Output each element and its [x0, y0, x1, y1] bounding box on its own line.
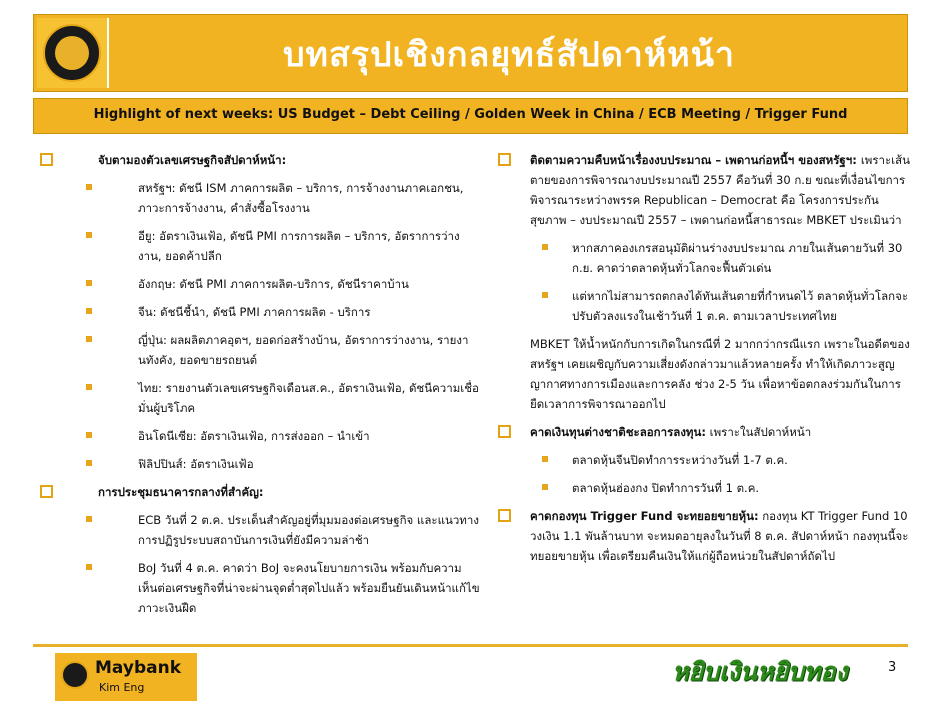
- section-heading: คาดกองทุน Trigger Fund จะทยอยขายหุ้น:: [530, 509, 759, 523]
- section-heading: การประชุมธนาคารกลางที่สำคัญ:: [98, 485, 264, 499]
- square-bullet-icon: [542, 292, 548, 298]
- list-item-text: ตลาดหุ้นจีนปิดทำการระหว่างวันที่ 1-7 ต.ค.: [572, 453, 788, 467]
- list-item-text: ตลาดหุ้นฮ่องกง ปิดทำการวันที่ 1 ต.ค.: [572, 481, 760, 495]
- section-foreign-funds: [498, 422, 910, 442]
- checkbox-bullet-icon: [40, 153, 53, 166]
- page-number: 3: [888, 660, 897, 675]
- maybank-logo: [55, 653, 197, 701]
- footer-divider: [33, 644, 908, 647]
- brand-subname: Kim Eng: [99, 681, 145, 694]
- list-item: [40, 330, 480, 370]
- list-item-text: BoJ วันที่ 4 ต.ค. คาดว่า BoJ จะคงนโยบายการเงิน พร้อมกับความเห็นต่อเศรษฐกิจที่น่าจะผ่านจุดต่ำสุดไปแล้ว พร้อมยืนยันเดินหน้าแก้ไขภาวะเงินฝืด: [138, 561, 480, 615]
- tagline-logo: หยิบเงินหยิบทอง: [672, 657, 848, 686]
- list-item-text: แต่หากไม่สามารถตกลงได้ทันเส้นตายที่กำหนดไว้ ตลาดหุ้นทั่วโลกจะปรับตัวลงแรงในเช้าวันที่ 1 ต.ค. ตามเวลาประเทศไทย: [572, 289, 908, 323]
- square-bullet-icon: [86, 336, 92, 342]
- header-banner: [33, 14, 908, 92]
- section-body: กองทุน KT Trigger Fund 10 วงเงิน 1.1 พันล้านบาท จะหมดอายุลงในวันที่ 8 ต.ค. สัปดาห์หน้า กองทุนนี้จะทยอยขายหุ้น เพื่อเตรียมคืนเงินให้แก่ผู้ถือหน่วยในสัปดาห์ถัดไป: [530, 509, 909, 563]
- list-item: [40, 378, 480, 418]
- list-item-text: สหรัฐฯ: ดัชนี ISM ภาคการผลิต – บริการ, การจ้างงานภาคเอกชน, ภาวะการจ้างงาน, คำสั่งซื้อโรงงาน: [138, 181, 464, 215]
- list-item-text: ฟิลิปปินส์: อัตราเงินเฟ้อ: [138, 457, 254, 471]
- page-title: บทสรุปเชิงกลยุทธ์สัปดาห์หน้า: [282, 35, 736, 75]
- checkbox-bullet-icon: [498, 425, 511, 438]
- square-bullet-icon: [86, 460, 92, 466]
- highlight-text: Highlight of next weeks: US Budget – Debt Ceiling / Golden Week in China / ECB Meeting / Trigger Fund: [93, 107, 848, 122]
- square-bullet-icon: [86, 516, 92, 522]
- list-item-text: อินโดนีเซีย: อัตราเงินเฟ้อ, การส่งออก – นำเข้า: [138, 429, 370, 443]
- maybank-tiger-icon: [61, 661, 89, 689]
- list-item: [40, 558, 480, 618]
- list-item-text: จีน: ดัชนีชี้นำ, ดัชนี PMI ภาคการผลิต - บริการ: [138, 305, 371, 319]
- section-trigger-fund: [498, 506, 910, 566]
- list-item-text: หากสภาคองเกรสอนุมัติผ่านร่างงบประมาณ ภายในเส้นตายวันที่ 30 ก.ย. คาดว่าตลาดหุ้นทั่วโลกจะฟื้นตัวเด่น: [572, 241, 903, 275]
- list-item: [498, 478, 910, 498]
- square-bullet-icon: [86, 308, 92, 314]
- section-heading: คาดเงินทุนต่างชาติชะลอการลงทุน:: [530, 425, 706, 439]
- square-bullet-icon: [86, 280, 92, 286]
- list-item: [40, 274, 480, 294]
- list-item: [40, 226, 480, 266]
- tiger-face-icon: [55, 36, 89, 70]
- square-bullet-icon: [542, 456, 548, 462]
- list-item-text: อังกฤษ: ดัชนี PMI ภาคการผลิต-บริการ, ดัชนีราคาบ้าน: [138, 277, 409, 291]
- list-item-text: ญี่ปุ่น: ผลผลิตภาคอุตฯ, ยอดก่อสร้างบ้าน, อัตราการว่างงาน, รายงานทังคัง, ยอดขายรถยนต์: [138, 333, 469, 367]
- list-item: [498, 238, 910, 278]
- section-central-banks: [40, 482, 480, 502]
- brand-name: Maybank: [95, 658, 181, 678]
- square-bullet-icon: [86, 184, 92, 190]
- square-bullet-icon: [542, 484, 548, 490]
- square-bullet-icon: [86, 384, 92, 390]
- list-item: [498, 450, 910, 470]
- mbket-paragraph: MBKET ให้น้ำหนักกับการเกิดในกรณีที่ 2 มากกว่ากรณีแรก เพราะในอดีตของสหรัฐฯ เคยเผชิญกับความเสี่ยงดังกล่าวมาแล้วหลายครั้ง ทำให้เกิดภาวะสูญญากาศทางการเมืองและการคลัง ช่วง 2-5 วัน เพื่อหาข้อตกลงร่วมกันในการยืดเวลาการพิจารณาออกไป: [530, 337, 910, 411]
- square-bullet-icon: [86, 232, 92, 238]
- list-item: [40, 426, 480, 446]
- list-item: [40, 178, 480, 218]
- section-economic-data: [40, 150, 480, 170]
- right-column: [498, 150, 910, 574]
- checkbox-bullet-icon: [498, 509, 511, 522]
- list-item: [40, 510, 480, 550]
- list-item: [40, 302, 480, 322]
- section-heading: ติดตามความคืบหน้าเรื่องงบประมาณ – เพดานก่อหนี้ฯ ของสหรัฐฯ:: [530, 153, 857, 167]
- highlight-bar: [33, 98, 908, 134]
- square-bullet-icon: [86, 432, 92, 438]
- list-item-text: ไทย: รายงานตัวเลขเศรษฐกิจเดือนส.ค., อัตราเงินเฟ้อ, ดัชนีความเชื่อมั่นผู้บริโภค: [138, 381, 479, 415]
- list-item: [40, 454, 480, 474]
- checkbox-bullet-icon: [498, 153, 511, 166]
- square-bullet-icon: [542, 244, 548, 250]
- list-item-text: อียู: อัตราเงินเฟ้อ, ดัชนี PMI การการผลิต – บริการ, อัตราการว่างงาน, ยอดค้าปลีก: [138, 229, 460, 263]
- section-heading: จับตามองตัวเลขเศรษฐกิจสัปดาห์หน้า:: [98, 153, 287, 167]
- section-body: เพราะในสัปดาห์หน้า: [705, 425, 812, 439]
- checkbox-bullet-icon: [40, 485, 53, 498]
- tiger-logo: [37, 18, 109, 88]
- square-bullet-icon: [86, 564, 92, 570]
- section-us-budget: [498, 150, 910, 230]
- section-body: เพราะเส้นตายของการพิจารณางบประมาณปี 2557 คือวันที่ 30 ก.ย ขณะที่เงื่อนไขการพิจารณาระหว่างพรรค Republican – Democrat คือ โครงการประกันสุขภาพ – งบประมาณปี 2557 – เพดานก่อหนี้สาธารณะ MBKET ประเมินว่า: [530, 153, 910, 227]
- list-item-text: ECB วันที่ 2 ต.ค. ประเด็นสำคัญอยู่ที่มุมมองต่อเศรษฐกิจ และแนวทางการปฏิรูประบบสถาบันการเงินที่ยังมีความล่าช้า: [138, 513, 479, 547]
- list-item: [498, 286, 910, 326]
- tiger-logo-circle: [43, 24, 101, 82]
- left-column: [40, 150, 480, 626]
